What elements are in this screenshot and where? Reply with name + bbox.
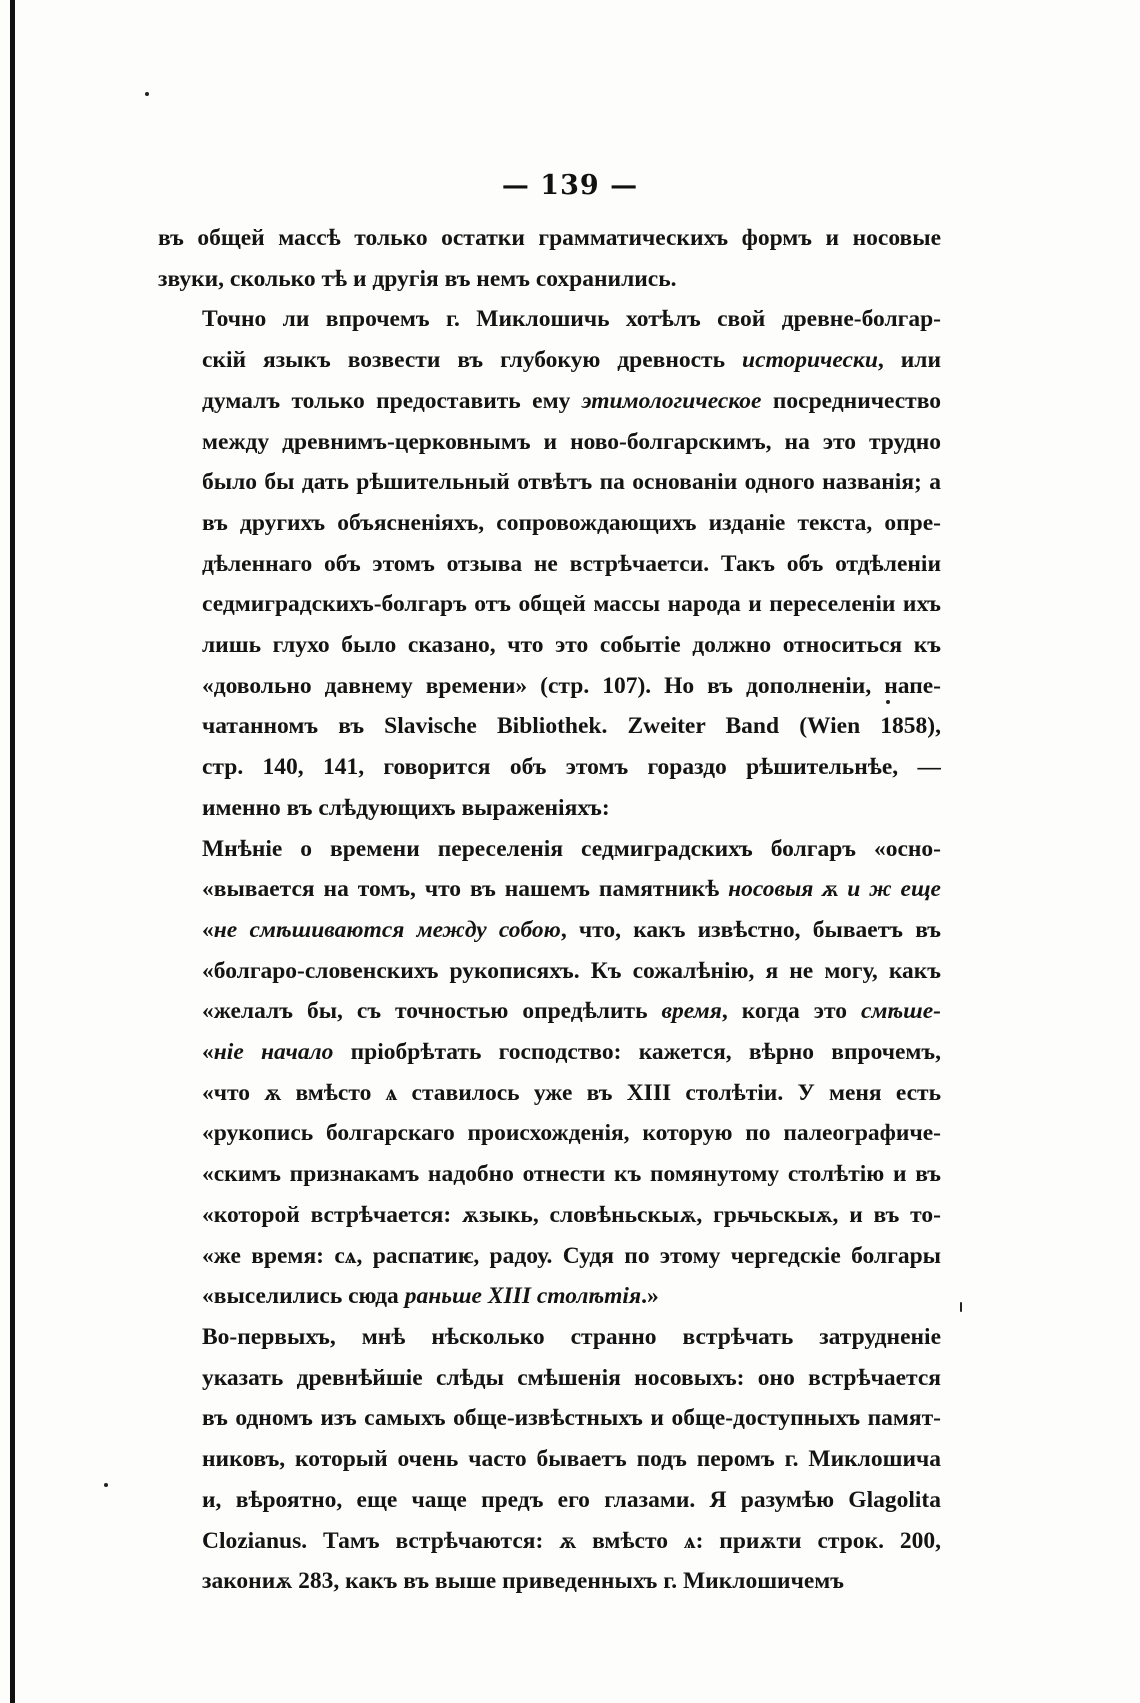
page-number: — 139 —: [501, 170, 639, 201]
text-run: .»: [641, 1283, 659, 1310]
text-line: [158, 1113, 941, 1154]
italic-text: носовыя ѫ и ж еще: [728, 876, 941, 903]
text-line: [158, 706, 941, 747]
text-run: Мнѣніе о времени переселенія седмиградскихъ болгаръ «осно-: [202, 835, 941, 862]
text-run: «желалъ бы, съ точностью опредѣлить: [202, 998, 662, 1025]
text-line: [158, 910, 941, 951]
text-run: «: [202, 1039, 214, 1066]
text-run: никовъ, который очень часто бываетъ подъ перомъ г. Миклошича: [202, 1446, 941, 1473]
text-run: думалъ только предоставить ему: [202, 387, 582, 414]
text-run: закониѫ 283, какъ въ выше приведенныхъ г. Миклошичемъ: [202, 1568, 844, 1595]
text-run: , или: [877, 347, 941, 374]
text-run: посредничество: [761, 387, 941, 414]
text-line: [158, 462, 941, 503]
text-run: «вывается на томъ, что въ нашемъ памятникѣ: [202, 876, 729, 903]
text-run: пріобрѣтать господство: кажется, вѣрно впрочемъ,: [333, 1039, 941, 1066]
scan-speck: [886, 700, 890, 704]
text-run: указать древнѣйшіе слѣды смѣшенія носовыхъ: оно встрѣчается: [202, 1364, 941, 1391]
text-run: «что ѫ вмѣсто ѧ ставилось уже въ XIII столѣтіи. У меня есть: [202, 1079, 941, 1106]
text-run: въ другихъ объясненіяхъ, сопровождающихъ изданіе текста, опре-: [202, 509, 941, 536]
italic-text: время: [661, 998, 722, 1025]
text-line: [158, 584, 941, 625]
text-line: [158, 1480, 941, 1521]
text-run: дѣленнаго объ этомъ отзыва не встрѣчаетси. Такъ объ отдѣленіи: [202, 550, 941, 577]
text-run: лишь глухо было сказано, что это событіе должно относиться къ: [202, 632, 941, 659]
scan-speck: [960, 1302, 962, 1312]
italic-text: исторически: [742, 347, 878, 374]
text-line: [158, 1236, 941, 1277]
text-run: звуки, сколько тѣ и другія въ немъ сохранились.: [158, 265, 677, 292]
text-run: «же время: сѧ, распатиѥ, радоу. Судя по этому чергедскіе болгары: [202, 1242, 941, 1269]
paragraph: [158, 299, 941, 828]
page-left-edge: [10, 0, 15, 1703]
text-run: скій языкъ возвести въ глубокую древность: [202, 347, 742, 374]
text-run: седмиградскихъ-болгаръ отъ общей массы народа и переселеніи ихъ: [202, 591, 941, 618]
text-line: [158, 1276, 941, 1317]
text-line: [158, 991, 941, 1032]
text-run: между древнимъ-церковнымъ и ново-болгарскимъ, на это трудно: [202, 428, 941, 455]
paragraph: [158, 218, 941, 299]
text-run: въ одномъ изъ самыхъ обще-извѣстныхъ и обще-доступныхъ памят-: [202, 1405, 941, 1432]
paragraph: [158, 1317, 941, 1602]
text-line: [158, 422, 941, 463]
text-run: было бы дать рѣшительный отвѣтъ па основаніи одного названія; а: [202, 469, 941, 496]
text-line: [158, 544, 941, 585]
text-line: [158, 218, 941, 259]
text-line: [158, 625, 941, 666]
text-line: [158, 1154, 941, 1195]
text-line: [158, 788, 941, 829]
text-line: [158, 869, 941, 910]
text-line: [158, 1073, 941, 1114]
italic-text: этимологическое: [581, 387, 762, 414]
text-line: [158, 299, 941, 340]
text-run: Во-первыхъ, мнѣ нѣсколько странно встрѣчать затрудненіе: [202, 1323, 941, 1350]
text-run: «которой встрѣчается: ѫзыкь, словѣньскыѫ, грьчьскыѫ, и въ то-: [202, 1201, 941, 1228]
text-run: Clozianus. Тамъ встрѣчаются: ѫ вмѣсто ѧ: приѫти строк. 200,: [202, 1527, 941, 1554]
text-run: «болгаро-словенскихъ рукописяхъ. Къ сожалѣнію, я не могу, какъ: [202, 957, 941, 984]
text-run: «выселились сюда: [202, 1283, 405, 1310]
text-line: [158, 951, 941, 992]
text-line: [158, 747, 941, 788]
italic-text: ніе начало: [213, 1039, 334, 1066]
text-line: [158, 259, 941, 300]
text-run: Точно ли впрочемъ г. Миклошичь хотѣлъ свой древне-болгар-: [202, 306, 941, 333]
text-run: «: [202, 916, 214, 943]
text-run: «довольно давнему времени» (стр. 107). Но въ дополненіи, напе-: [202, 672, 941, 699]
text-line: [158, 1317, 941, 1358]
italic-text: не смѣшиваются между собою: [213, 916, 561, 943]
italic-text: раньше XIII столѣтія: [404, 1283, 642, 1310]
scan-speck: [104, 1483, 108, 1487]
body-text: [158, 218, 941, 1602]
text-line: [158, 1521, 941, 1562]
text-line: [158, 503, 941, 544]
text-line: [158, 1439, 941, 1480]
text-run: «рукопись болгарскаго происхожденія, которую по палеографиче-: [202, 1120, 941, 1147]
scan-speck: [145, 92, 149, 96]
text-line: [158, 340, 941, 381]
text-run: стр. 140, 141, говорится объ этомъ гораздо рѣшительнѣе, —: [202, 754, 941, 781]
text-line: [158, 829, 941, 870]
text-run: , что, какъ извѣстно, бываетъ въ: [560, 916, 941, 943]
text-line: [158, 1358, 941, 1399]
text-run: чатанномъ въ Slavische Bibliothek. Zweiter Band (Wien 1858),: [202, 713, 941, 740]
text-run: «скимъ признакамъ надобно отнести къ помянутому столѣтію и въ: [202, 1161, 941, 1188]
text-run: и, вѣроятно, еще чаще предъ его глазами. Я разумѣю Glagolita: [202, 1486, 941, 1513]
text-line: [158, 1032, 941, 1073]
text-line: [158, 1398, 941, 1439]
text-run: , когда это: [721, 998, 861, 1025]
text-line: [158, 1561, 941, 1602]
text-line: [158, 381, 941, 422]
text-run: въ общей массѣ только остатки грамматическихъ формъ и носовые: [158, 225, 941, 251]
paragraph: [158, 829, 941, 1317]
text-line: [158, 666, 941, 707]
text-line: [158, 1195, 941, 1236]
text-run: именно въ слѣдующихъ выраженіяхъ:: [202, 794, 610, 821]
italic-text: смѣше-: [860, 998, 941, 1025]
